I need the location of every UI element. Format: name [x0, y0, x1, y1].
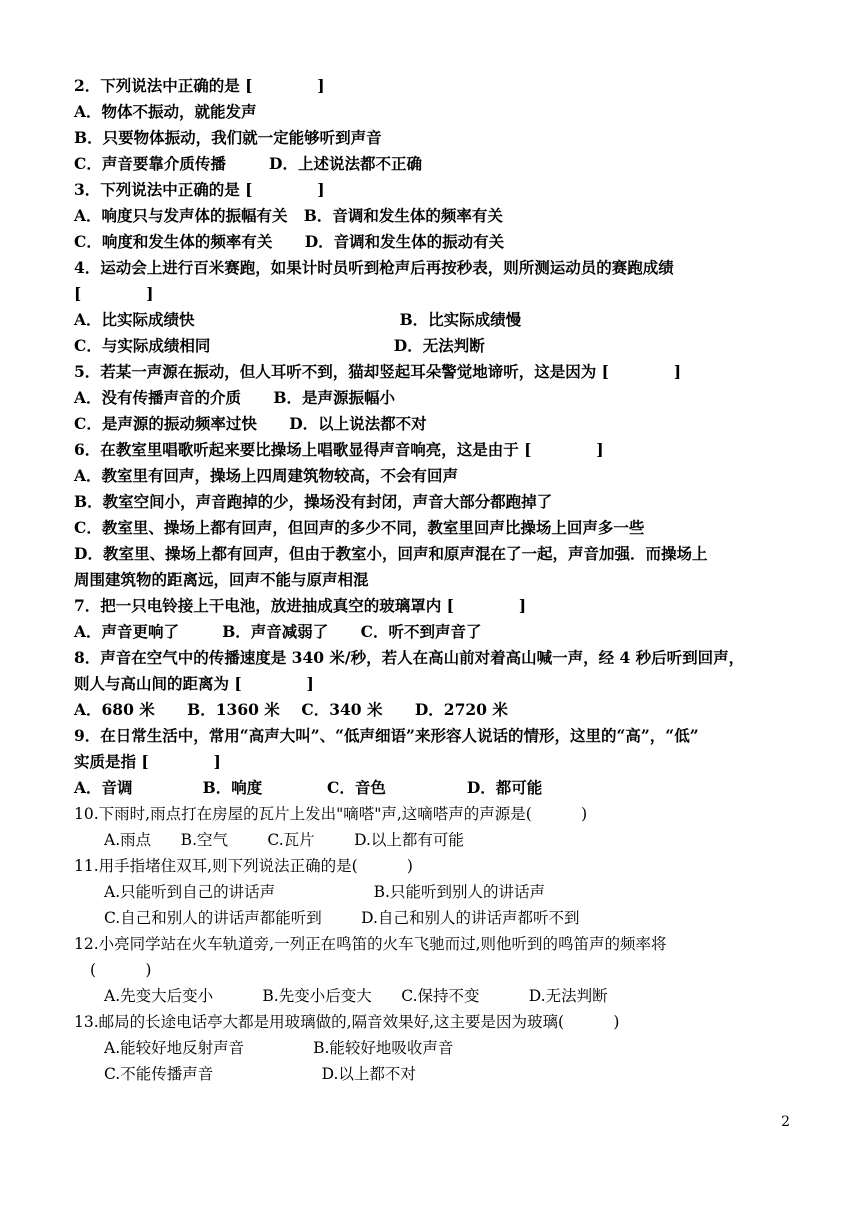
question-8-stem-cont: 则人与高山间的距离为 [ ] — [74, 674, 314, 693]
question-11-option-cd: C.自己和别人的讲话声都能听到 D.自己和别人的讲话声都听不到 — [104, 909, 580, 927]
question-3-option-cd: C．响度和发生体的频率有关 D．音调和发生体的振动有关 — [74, 232, 505, 251]
question-12-bracket: ( ) — [90, 961, 152, 979]
question-10-options: A.雨点 B.空气 C.瓦片 D.以上都有可能 — [104, 831, 464, 849]
question-6-option-d-cont: 周围建筑物的距离远，回声不能与原声相混 — [74, 570, 369, 589]
question-7-stem: 7．把一只电铃接上干电池，放进抽成真空的玻璃罩内 [ ] — [74, 596, 527, 615]
question-2-stem: 2．下列说法中正确的是 [ ] — [74, 76, 325, 95]
question-8-options: A．680 米 B．1360 米 C．340 米 D．2720 米 — [74, 700, 508, 719]
question-6-option-c: C．教室里、操场上都有回声，但回声的多少不同，教室里回声比操场上回声多一些 — [74, 518, 645, 537]
question-3-option-ab: A．响度只与发声体的振幅有关 B．音调和发生体的频率有关 — [74, 206, 503, 225]
question-4-option-cd: C．与实际成绩相同 D．无法判断 — [74, 336, 485, 355]
question-11-option-ab: A.只能听到自己的讲话声 B.只能听到别人的讲话声 — [104, 883, 545, 901]
question-9-stem: 9．在日常生活中，常用“高声大叫”、“低声细语”来形容人说话的情形，这里的“高”，“低” — [74, 726, 699, 745]
question-2-option-cd: C．声音要靠介质传播 D．上述说法都不正确 — [74, 154, 422, 173]
question-10-stem: 10.下雨时,雨点打在房屋的瓦片上发出"嘀嗒"声,这嘀嗒声的声源是( ) — [74, 805, 588, 823]
question-6-option-a: A．教室里有回声，操场上四周建筑物较高，不会有回声 — [74, 466, 459, 485]
question-13-option-ab: A.能较好地反射声音 B.能较好地吸收声音 — [104, 1039, 454, 1057]
question-13-stem: 13.邮局的长途电话亭大都是用玻璃做的,隔音效果好,这主要是因为玻璃( ) — [74, 1013, 620, 1031]
question-2-option-a: A．物体不振动，就能发声 — [74, 102, 257, 121]
question-4-bracket: [ ] — [74, 284, 154, 303]
question-13-option-cd: C.不能传播声音 D.以上都不对 — [104, 1065, 416, 1083]
question-9-options: A．音调 B．响度 C．音色 D．都可能 — [74, 778, 543, 797]
question-6-option-b: B．教室空间小，声音跑掉的少，操场没有封闭，声音大部分都跑掉了 — [74, 492, 553, 511]
question-12-options: A.先变大后变小 B.先变小后变大 C.保持不变 D.无法判断 — [104, 987, 608, 1005]
question-9-stem-cont: 实质是指 [ ] — [74, 752, 221, 771]
question-6-option-d: D．教室里、操场上都有回声，但由于教室小，回声和原声混在了一起，声音加强．而操场上 — [74, 544, 708, 563]
question-2-option-b: B．只要物体振动，我们就一定能够听到声音 — [74, 128, 382, 147]
question-7-options: A．声音更响了 B．声音减弱了 C．听不到声音了 — [74, 622, 482, 641]
question-3-stem: 3．下列说法中正确的是 [ ] — [74, 180, 325, 199]
page-number: 2 — [781, 1114, 790, 1130]
question-11-stem: 11.用手指堵住双耳,则下列说法正确的是( ) — [74, 857, 413, 875]
question-4-stem: 4．运动会上进行百米赛跑，如果计时员听到枪声后再按秒表，则所测运动员的赛跑成绩 — [74, 258, 674, 277]
question-5-option-cd: C．是声源的振动频率过快 D．以上说法都不对 — [74, 414, 427, 433]
question-6-stem: 6．在教室里唱歌听起来要比操场上唱歌显得声音响亮，这是由于 [ ] — [74, 440, 604, 459]
question-5-option-ab: A．没有传播声音的介质 B．是声源振幅小 — [74, 388, 396, 407]
question-8-stem: 8．声音在空气中的传播速度是 340 米/秒，若人在高山前对着高山喊一声，经 4 秒后听到回声， — [74, 648, 745, 667]
question-4-option-ab: A．比实际成绩快 B．比实际成绩慢 — [74, 310, 522, 329]
question-5-stem: 5．若某一声源在振动，但人耳听不到，猫却竖起耳朵警觉地谛听，这是因为 [ ] — [74, 362, 682, 381]
question-12-stem: 12.小亮同学站在火车轨道旁,一列正在鸣笛的火车飞驰而过,则他听到的鸣笛声的频率将 — [74, 935, 667, 953]
